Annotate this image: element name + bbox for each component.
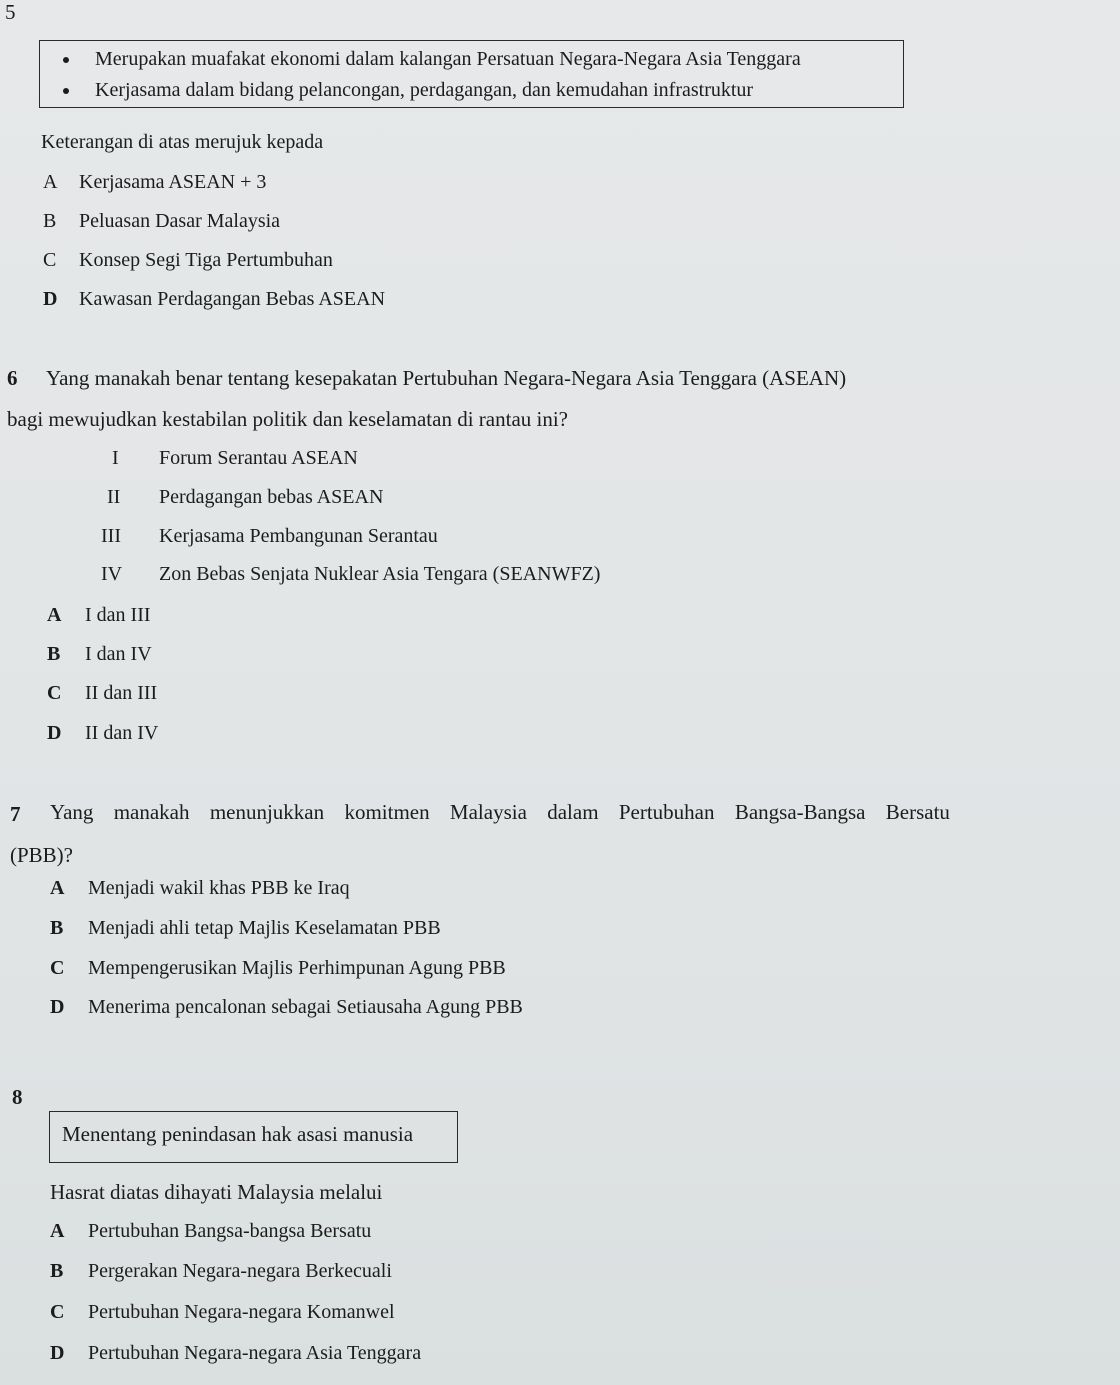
option-letter: B: [50, 1260, 64, 1282]
option-text: Pertubuhan Negara-negara Komanwel: [88, 1301, 395, 1323]
option-text: Menjadi ahli tetap Majlis Keselamatan PBB: [88, 917, 441, 939]
option-text: Mempengerusikan Majlis Perhimpunan Agung PBB: [88, 957, 506, 979]
info-box-item-text: Merupakan muafakat ekonomi dalam kalangan Persatuan Negara-Negara Asia Tenggara: [95, 48, 801, 70]
option-text: Pergerakan Negara-negara Berkecuali: [88, 1260, 392, 1282]
option-letter: B: [47, 643, 61, 665]
statement-text: Forum Serantau ASEAN: [159, 447, 358, 469]
option-text: Pertubuhan Negara-negara Asia Tenggara: [88, 1342, 422, 1364]
option-text: I dan IV: [85, 643, 152, 665]
statement-numeral: II: [107, 486, 121, 508]
stem-word: Bersatu: [885, 800, 950, 824]
statement-numeral: IV: [101, 563, 123, 585]
stem-word: Malaysia: [449, 800, 527, 824]
statement-text: Kerjasama Pembangunan Serantau: [159, 525, 438, 547]
question-5-stem: Keterangan di atas merujuk kepada: [41, 131, 324, 153]
option-text: Konsep Segi Tiga Pertumbuhan: [79, 249, 333, 271]
question-5-info-box: [39, 40, 904, 108]
stem-word: manakah: [113, 800, 190, 824]
question-7-stem-line-2: (PBB)?: [10, 843, 73, 867]
stem-word: Yang: [50, 800, 94, 824]
question-5-number: 5: [5, 0, 16, 24]
option-text: Menjadi wakil khas PBB ke Iraq: [88, 877, 350, 899]
question-6-number: 6: [7, 366, 18, 390]
option-letter: C: [43, 249, 57, 271]
stem-word: dalam: [547, 800, 599, 824]
option-letter: A: [50, 1220, 65, 1242]
question-8-info-box: [49, 1111, 458, 1163]
option-letter: A: [43, 171, 58, 193]
option-text: I dan III: [85, 604, 151, 626]
option-letter: B: [50, 917, 64, 939]
question-6-stem-line-2: bagi mewujudkan kestabilan politik dan keselamatan di rantau ini?: [7, 407, 569, 431]
question-8-stem: Hasrat diatas dihayati Malaysia melalui: [50, 1180, 383, 1204]
question-8-number: 8: [12, 1085, 23, 1109]
option-text: II dan IV: [85, 722, 159, 744]
option-text: Peluasan Dasar Malaysia: [79, 210, 281, 232]
bullet-icon: [63, 88, 69, 94]
option-letter: D: [43, 288, 58, 310]
statement-text: Zon Bebas Senjata Nuklear Asia Tengara (SEANWFZ): [159, 563, 601, 585]
option-text: Menerima pencalonan sebagai Setiausaha Agung PBB: [88, 996, 523, 1018]
option-letter: B: [43, 210, 57, 232]
option-letter: C: [47, 682, 62, 704]
option-letter: C: [50, 957, 65, 979]
stem-word: Bangsa-Bangsa: [734, 800, 866, 824]
stem-word: komitmen: [344, 800, 430, 824]
option-text: Kerjasama ASEAN + 3: [79, 171, 267, 193]
question-7-stem-line-1: [50, 800, 950, 825]
statement-numeral: I: [112, 447, 119, 469]
info-box-text: Menentang penindasan hak asasi manusia: [62, 1122, 414, 1146]
question-6-stem-line-1: Yang manakah benar tentang kesepakatan Pertubuhan Negara-Negara Asia Tenggara (ASEAN): [46, 366, 847, 390]
option-letter: D: [50, 996, 65, 1018]
statement-numeral: III: [101, 525, 121, 547]
info-box-item-text: Kerjasama dalam bidang pelancongan, perdagangan, dan kemudahan infrastruktur: [95, 79, 754, 101]
statement-text: Perdagangan bebas ASEAN: [159, 486, 384, 508]
option-text: Pertubuhan Bangsa-bangsa Bersatu: [88, 1220, 372, 1242]
question-7-number: 7: [10, 802, 21, 826]
option-letter: D: [47, 722, 62, 744]
stem-word: menunjukkan: [209, 800, 325, 824]
option-letter: A: [50, 877, 65, 899]
option-letter: C: [50, 1301, 65, 1323]
option-letter: A: [47, 604, 62, 626]
option-text: II dan III: [85, 682, 158, 704]
stem-word: Pertubuhan: [618, 800, 715, 824]
option-letter: D: [50, 1342, 65, 1364]
bullet-icon: [63, 57, 69, 63]
option-text: Kawasan Perdagangan Bebas ASEAN: [79, 288, 386, 310]
